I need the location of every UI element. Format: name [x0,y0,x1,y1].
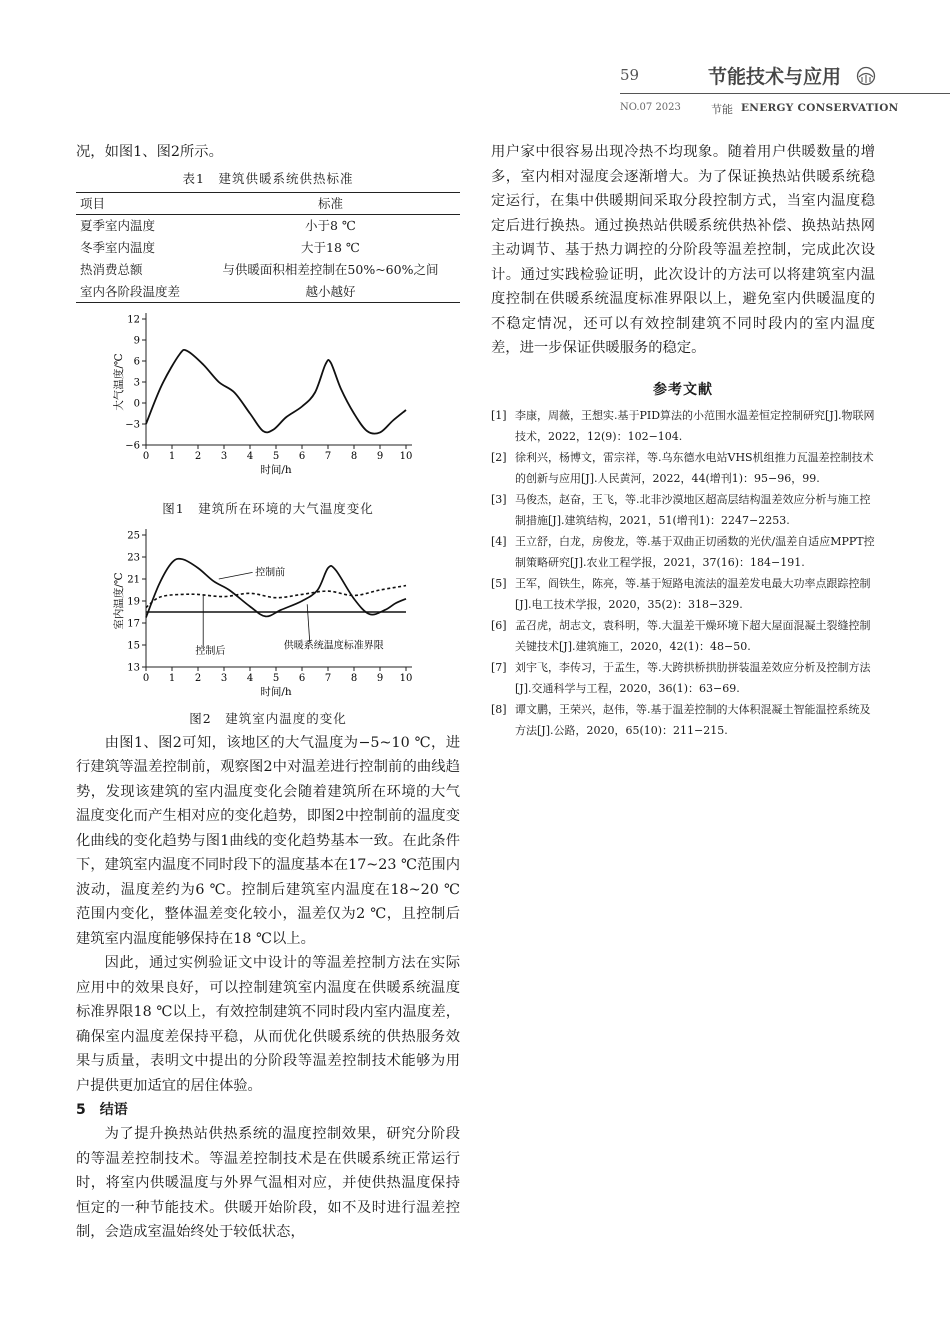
intro-line: 况，如图1、图2所示。 [76,144,223,160]
reference-item [491,447,875,489]
y-tick-label: 25 [127,530,140,541]
reference-item [491,405,875,447]
x-tick-label: 1 [168,450,176,462]
series-line-after [146,585,406,607]
x-tick-label: 7 [324,672,332,684]
left-column [76,140,460,1245]
figure1-caption: 图1 建筑所在环境的大气温度变化 [162,500,374,516]
x-tick-label: 7 [324,450,332,462]
table-cell: 小于8 ℃ [304,218,356,234]
table-cell: 与供暖面积相差控制在50%~60%之间 [222,262,439,277]
journal-logo-icon [856,66,876,86]
table-cell: 室内各阶段温度差 [80,283,181,299]
annotation-label: 控制后 [195,645,226,657]
reference-text: 谭文鹏，王荣兴，赵伟，等.基于温差控制的大体积混凝土智能温控系统及方法[J].公路，2020，65(10)：211−215. [515,702,871,737]
journal-short-cn: 节能 [711,103,733,116]
x-tick-label: 10 [399,672,413,684]
journal-title: 节能技术与应用 [708,66,842,88]
reference-number: [2] [491,450,507,464]
table-row [76,280,460,302]
table-cell: 夏季室内温度 [80,218,156,234]
table-cell: 冬季室内温度 [80,240,156,255]
reference-number: [1] [491,408,507,422]
annotation-label: 控制前 [255,567,286,579]
issue-number: NO.07 2023 [620,102,681,113]
page-number: 59 [620,66,640,84]
y-tick-label: 19 [127,596,140,607]
annotation-label: 供暖系统温度标准界限 [283,639,384,651]
x-tick-label: 9 [376,672,384,684]
right-column [491,140,875,741]
reference-text: 王军，阎铁生，陈亮，等.基于短路电流法的温差发电最大功率点跟踪控制[J].电工技术学报，2020，35(2)：318−329. [515,576,871,611]
references-list [491,405,875,741]
figure2-caption: 图2 建筑室内温度的变化 [189,710,347,726]
annotation-leader [219,572,253,579]
x-tick-label: 8 [350,672,358,684]
table-header-cell: 标准 [317,196,343,211]
table1-caption: 表1 建筑供暖系统供热标准 [182,170,354,186]
x-tick-label: 8 [350,450,358,462]
reference-item [491,699,875,741]
reference-item [491,657,875,699]
journal-name-en: ENERGY CONSERVATION [741,102,899,114]
reference-text: 李康，周薇，王想实.基于PID算法的小范围水温差恒定控制研究[J].物联网技术，2022，12(9)：102−104. [515,408,875,443]
x-axis-label: 时间/h [260,463,292,476]
y-tick-label: 0 [133,398,140,409]
y-tick-label: 13 [127,662,140,673]
reference-number: [8] [491,702,507,716]
x-tick-label: 6 [298,672,306,684]
reference-item [491,615,875,657]
reference-text: 孟召虎，胡志文，袁科明，等.大温差干燥环境下超大屋面混凝土裂缝控制关键技术[J].建筑施工，2020，42(1)：48−50. [515,618,871,653]
y-tick-label: 17 [127,618,140,629]
reference-item [491,531,875,573]
references-title: 参考文献 [653,381,713,398]
y-tick-label: 15 [127,640,140,651]
reference-number: [7] [491,660,507,674]
y-tick-label: 21 [127,574,140,585]
body-paragraph: 用户家中很容易出现冷热不均现象。随着用户供暖数量的增多，室内相对湿度会逐渐增大。为了保证换热站供暖系统稳定运行，在集中供暖期间采取分段控制方式，当室内温度稳定后进行换热。通过换热站供暖系统供热补偿、换热站热网主动调节、基于热力调控的分阶段等温差控制，完成此次设计。通过实践检验证明，此次设计的方法可以将建筑室内温度控制在供暖系统温度标准界限以上，避免室内供暖温度的不稳定情况，还可以有效控制建筑不同时段内的室内温度差，进一步保证供暖服务的稳定。 [491,144,875,356]
x-tick-label: 9 [376,450,384,462]
reference-number: [6] [491,618,507,632]
y-axis-label: 室内温度/℃ [113,571,125,630]
reference-text: 刘宇飞，李传习，于孟生，等.大跨拱桥拱肋拼装温差效应分析及控制方法[J].交通科学与工程，2020，36(1)：63−69. [515,660,871,695]
figure2-chart [76,525,460,707]
table-cell: 大于18 ℃ [301,240,360,255]
x-tick-label: 4 [246,672,254,684]
x-tick-label: 2 [194,450,202,462]
body-paragraph: 因此，通过实例验证文中设计的等温差控制方法在实际应用中的效果良好，可以控制建筑室内温度在供暖系统温度标准界限18 ℃以上，有效控制建筑不同时段内室内温度差，确保室内温度差保持平稳，从而优化供暖系统的供热服务效果与质量，表明文中提出的分阶段等温差控制技术能够为用户提供更加适宜的居住体验。 [76,955,460,1094]
reference-number: [4] [491,534,507,548]
table-header-cell: 项目 [80,196,106,211]
table-row [76,236,460,258]
x-tick-label: 4 [246,450,254,462]
x-tick-label: 10 [399,450,413,462]
section-heading: 5 结语 [76,1102,128,1118]
body-paragraph: 为了提升换热站供热系统的温度控制效果，研究分阶段的等温差控制技术。等温差控制技术是在供暖系统正常运行时，将室内供暖温度与外界气温相对应，并使供热温度保持恒定的一种节能技术。供暖开始阶段，如不及时进行温差控制，会造成室温始终处于较低状态， [76,1126,460,1240]
y-tick-label: 6 [133,356,140,367]
x-tick-label: 2 [194,672,202,684]
heating-standard-table [76,192,460,303]
y-axis-label: 大气温度/℃ [113,352,125,411]
x-tick-label: 0 [142,450,150,462]
reference-text: 王立舒，白龙，房俊龙，等.基于双曲正切函数的光伏/温差自适应MPPT控制策略研究[J].农业工程学报，2021，37(16)：184−191. [515,534,875,569]
x-tick-label: 5 [272,672,280,684]
y-tick-label: 3 [133,377,140,388]
body-paragraph: 由图1、图2可知，该地区的大气温度为−5~10 ℃，进行建筑等温差控制前，观察图2中对温差进行控制前的曲线趋势，发现该建筑的室内温度变化会随着建筑所在环境的大气温度变化而产生相对应的变化趋势，即图2中控制前的温度变化曲线的变化趋势与图1曲线的变化趋势基本一致。在此条件下，建筑室内温度不同时段下的温度基本在17~23 ℃范围内波动，温度差约为6 ℃。控制后建筑室内温度在18~20 ℃范围内变化，整体温差变化较小，温差仅为2 ℃，且控制后建筑室内温度能够保持在18 ℃以上。 [76,734,460,947]
reference-item [491,489,875,531]
series-line-atmosphere [146,349,406,433]
x-tick-label: 6 [298,450,306,462]
table-cell: 越小越好 [305,283,356,299]
x-tick-label: 0 [142,672,150,684]
y-tick-label: 9 [133,335,140,346]
header-rule [620,93,950,94]
reference-item [491,573,875,615]
x-tick-label: 3 [220,450,228,462]
x-tick-label: 5 [272,450,280,462]
x-axis-label: 时间/h [260,685,292,698]
reference-number: [5] [491,576,507,590]
y-tick-label: −3 [125,419,140,430]
annotation-leader [307,604,310,643]
x-tick-label: 1 [168,672,176,684]
reference-number: [3] [491,492,507,506]
figure1-chart [76,309,460,497]
table-header-row [76,192,460,214]
y-tick-label: −6 [125,440,140,451]
reference-text: 马俊杰，赵奋，王飞，等.北非沙漠地区超高层结构温差效应分析与施工控制措施[J].建筑结构，2021，51(增刊1)：2247−2253. [515,492,871,527]
y-tick-label: 12 [127,314,140,325]
table-cell: 热消费总额 [80,262,143,277]
y-tick-label: 23 [127,552,140,563]
x-tick-label: 3 [220,672,228,684]
table-row [76,258,460,280]
table-row [76,214,460,236]
reference-text: 徐利兴，杨博文，雷宗祥，等.乌东德水电站VHS机组推力瓦温差控制技术的创新与应用[J].人民黄河，2022，44(增刊1)：95−96，99. [515,450,874,485]
